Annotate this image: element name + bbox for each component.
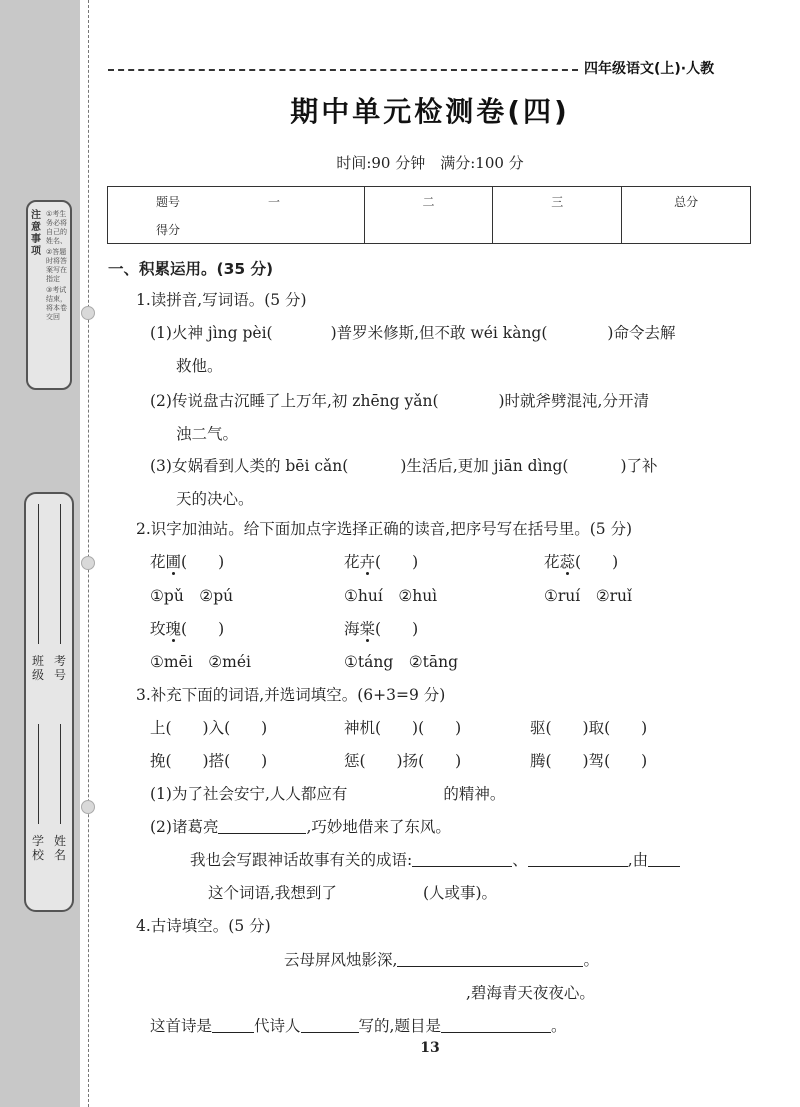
text: )普罗米修斯,但不敢 wéi kàng( [330,324,548,342]
answer-blank[interactable] [397,951,583,967]
dotted-char: 圃 [165,553,182,571]
answer-blank[interactable] [441,1017,551,1033]
char: 玫 [150,620,166,638]
score-table [107,186,751,244]
answer-paren[interactable]: ( ) [375,553,419,571]
dotted-char: 卉 [359,553,376,571]
notice-line: ③考试结束，将本卷交回 [46,286,67,321]
score-cell-section2[interactable] [364,187,493,244]
header-dashed-line [108,69,578,71]
text: (1)为了社会安宁,人人都应有 [150,785,348,803]
exam-no-field[interactable] [60,504,61,644]
pinyin-options: ①táng ②tāng [344,653,459,671]
word-item [150,551,224,573]
class-field[interactable] [38,504,39,644]
text: 这个词语,我想到了 [208,884,337,902]
total-label: 总分 [674,195,699,209]
text: )时就斧劈混沌,分开清 [498,392,649,410]
question-line [150,1015,566,1037]
char: 海 [344,620,360,638]
idiom-item[interactable]: 腾( )驾( ) [530,752,648,770]
answer-blank[interactable] [212,1017,254,1033]
header-item-label: 题号 [156,195,181,209]
class-label: 班级 [32,654,45,682]
section-one-label: 一 [268,195,281,209]
text: 云母屏风烛影深, [284,951,398,969]
answer-paren[interactable]: ( ) [181,620,225,638]
word-item [544,551,618,573]
text: 的精神。 [443,785,506,803]
school-label: 学校 [32,834,45,862]
pinyin-options: ①mēi ②méi [150,653,251,671]
answer-paren[interactable]: ( ) [181,553,225,571]
word-item [344,551,418,573]
text: )了补 [620,457,658,475]
text: 代诗人 [254,1017,301,1035]
text: 这首诗是 [150,1017,213,1035]
text: 写的,题目是 [358,1017,441,1035]
question-line [150,783,505,805]
text: (1)火神 jìng pèi( [150,324,273,342]
pinyin-options: ①pǔ ②pú [150,587,234,605]
text: 我也会写跟神话故事有关的成语: [190,851,413,869]
answer-blank[interactable] [648,851,680,867]
question-title: 4.古诗填空。(5 分) [136,917,271,935]
text: )生活后,更加 jiān dìng( [400,457,569,475]
answer-blank[interactable] [218,818,306,834]
text: 。 [550,1017,567,1035]
char: 花 [544,553,560,571]
section-two-label: 二 [422,195,435,209]
exam-no-label: 考号 [54,654,67,682]
question-line: 天的决心。 [176,490,254,508]
text: (人或事)。 [422,884,498,902]
poem-line [284,949,599,971]
notice-line: ①考生务必将自己的姓名、 [46,210,67,245]
notice-line: ②答题时将答案写在指定 [46,248,67,283]
notice-box [26,200,72,390]
text: (3)女娲看到人类的 bēi cǎn( [150,457,349,475]
notice-lines [46,210,70,322]
text: 、 [512,851,528,869]
header-tag: 四年级语文(上)·人教 [584,61,715,77]
idiom-item[interactable]: 上( )入( ) [150,719,268,737]
dotted-char: 蕊 [559,553,576,571]
answer-paren[interactable]: ( ) [375,620,419,638]
word-item [344,618,418,640]
student-info-box [24,492,74,912]
idiom-item[interactable]: 神机( )( ) [344,719,462,737]
question-line: 浊二气。 [176,425,239,443]
question-line [150,455,658,477]
name-field[interactable] [60,724,61,824]
answer-blank[interactable] [412,851,512,867]
name-label: 姓名 [54,834,67,862]
binding-hole-icon [81,556,95,570]
question-line [150,322,675,344]
char: 花 [150,553,166,571]
text: (2)传说盘古沉睡了上万年,初 zhēng yǎn( [150,392,439,410]
pinyin-options: ①huí ②huì [344,587,438,605]
question-line [190,849,680,871]
text: )命令去解 [607,324,676,342]
idiom-item[interactable]: 惩( )扬( ) [344,752,462,770]
text: 。 [583,951,599,969]
text: ,巧妙地借来了东风。 [306,818,451,836]
notice-title: 注意事项 [31,210,41,257]
score-cell-total[interactable] [622,187,751,244]
question-title: 1.读拼音,写词语。(5 分) [136,291,307,309]
score-label-cell [108,187,365,244]
pinyin-options: ①ruí ②ruǐ [544,587,632,605]
question-title: 2.识字加油站。给下面加点字选择正确的读音,把序号写在括号里。(5 分) [136,520,633,538]
page-number: 13 [420,1040,440,1056]
dotted-char: 瑰 [165,620,182,638]
exam-info: 时间:90 分钟 满分:100 分 [336,154,524,172]
answer-paren[interactable]: ( ) [575,553,619,571]
text: (2)诸葛亮 [150,818,219,836]
text: ,由 [627,851,649,869]
poem-line: ,碧海青天夜夜心。 [466,984,595,1002]
char: 花 [344,553,360,571]
question-line [208,882,497,904]
word-item [150,618,224,640]
answer-blank[interactable] [301,1017,359,1033]
section-three-label: 三 [551,195,564,209]
school-field[interactable] [38,724,39,824]
binding-hole-icon [81,306,95,320]
idiom-item[interactable]: 挽( )搭( ) [150,752,268,770]
question-title: 3.补充下面的词语,并选词填空。(6+3=9 分) [136,686,446,704]
question-line [150,816,451,838]
question-line [150,390,649,412]
binding-hole-icon [81,800,95,814]
idiom-item[interactable]: 驱( )取( ) [530,719,648,737]
section-heading: 一、积累运用。(35 分) [108,260,274,278]
question-line: 救他。 [176,357,223,375]
score-row-label: 得分 [156,223,181,237]
page-title: 期中单元检测卷(四) [290,95,570,128]
answer-blank[interactable] [528,851,628,867]
dotted-char: 棠 [359,620,376,638]
score-cell-section3[interactable] [493,187,622,244]
